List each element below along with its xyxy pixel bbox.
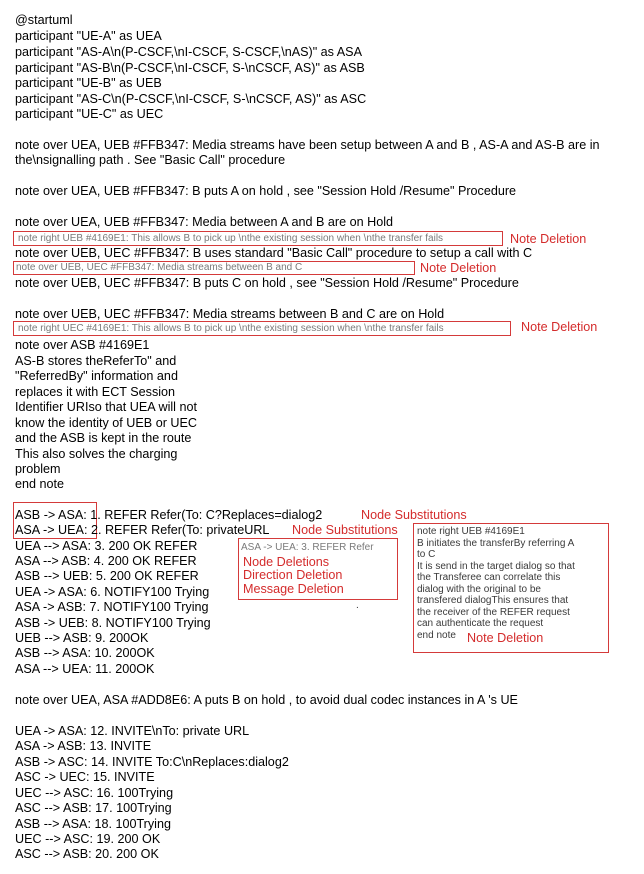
message-prefix: ASA -> UEA: <box>15 523 88 537</box>
node-deletions-label: Node Deletions <box>243 555 330 569</box>
right-note-line: can authenticate the request <box>417 618 544 629</box>
right-note-line: to C <box>417 549 436 560</box>
message-line: ASB --> UEB: 5. 200 OK REFER <box>15 569 199 583</box>
message-line: ASA --> UEA: 11. 200OK <box>15 662 155 676</box>
right-note-line: end note <box>417 629 456 641</box>
node-substitutions-label: Node Substitutions <box>292 523 398 537</box>
asb-note-line: "ReferredBy" information and <box>15 369 178 383</box>
message-line: UEA -> ASA: 12. INVITE\nTo: private URL <box>15 724 250 738</box>
message-line: ASC --> ASB: 20. 200 OK <box>15 847 159 861</box>
right-note-line: note right UEB #4169E1 <box>417 526 525 537</box>
note-deletion-label: Note Deletion <box>467 631 544 645</box>
message-line: ASB --> ASA: 18. 100Trying <box>15 817 171 831</box>
header-line: participant "UE-B" as UEB <box>15 76 162 90</box>
asb-note-line: AS-B stores theReferTo" and <box>15 354 177 368</box>
node-substitutions-label: Node Substitutions <box>361 508 467 522</box>
message-line: ASB --> ASA: 10. 200OK <box>15 646 155 660</box>
asb-note-line: end note <box>15 477 65 491</box>
note-line: note over UEA, UEB #FFB347: B puts A on hold , see "Session Hold /Resume" Procedure <box>15 184 517 198</box>
asb-note-line: know the identity of UEB or UEC <box>15 416 197 430</box>
message-line: ASA -> ASB: 13. INVITE <box>15 739 152 753</box>
note-line: the\nsignalling path . See "Basic Call" procedure <box>15 153 286 167</box>
deleted-note-text: note right UEC #4169E1: This allows B to pick up \nthe existing session when \nthe transfer fails <box>18 323 444 334</box>
right-note-line: dialog with the original to be <box>417 583 541 595</box>
asb-note-line: and the ASB is kept in the route <box>15 431 192 445</box>
note-line: note over UEB, UEC #FFB347: B uses standard "Basic Call" procedure to setup a call with C <box>15 246 533 260</box>
note-deletion-label: Note Deletion <box>521 320 598 334</box>
right-note <box>417 526 605 641</box>
message-line <box>15 523 269 538</box>
direction-deletion-label: Direction Deletion <box>243 568 343 582</box>
right-note-line: B initiates the transferBy referring A <box>417 537 575 549</box>
note-deletion-label: Note Deletion <box>420 261 497 275</box>
message-line: ASA --> ASB: 4. 200 OK REFER <box>15 554 197 568</box>
message-line: UEA --> ASA: 3. 200 OK REFER <box>15 539 198 553</box>
deleted-note-text: note right UEB #4169E1: This allows B to pick up \nthe existing session when \nthe transfer fails <box>18 233 444 244</box>
message-text: 2. REFER Refer(To: privateURL <box>87 523 270 537</box>
header-line: @startuml <box>15 13 73 27</box>
message-line: ASC -> UEC: 15. INVITE <box>15 770 155 784</box>
header-line: participant "AS-C\n(P-CSCF,\nI-CSCF, S-\nCSCF, AS)" as ASC <box>15 92 367 106</box>
message-prefix: ASB -> ASA: <box>15 508 87 522</box>
header-line: participant "AS-B\n(P-CSCF,\nI-CSCF, S-\nCSCF, AS)" as ASB <box>15 61 365 75</box>
note-line: note over UEB, UEC #FFB347: B puts C on hold , see "Session Hold /Resume" Procedure <box>15 276 519 290</box>
header-line: participant "AS-A\n(P-CSCF,\nI-CSCF, S-CSCF,\nAS)" as ASA <box>15 45 362 59</box>
message-line: UEB --> ASB: 9. 200OK <box>15 631 149 645</box>
right-note-line: It is send in the target dialog so that <box>417 560 575 572</box>
asb-note-line: problem <box>15 462 61 476</box>
deleted-note-text: note over UEB, UEC #FFB347: Media streams between B and C <box>16 262 303 273</box>
message-line: UEC --> ASC: 16. 100Trying <box>15 786 174 800</box>
note-line: note over UEA, UEB #FFB347: Media between A and B are on Hold <box>15 215 394 229</box>
message-line: ASB -> ASC: 14. INVITE To:C\nReplaces:dialog2 <box>15 755 289 769</box>
message-line: ASA -> ASB: 7. NOTIFY100 Trying <box>15 600 209 614</box>
right-note-line: the Transferee can correlate this <box>417 572 561 583</box>
message-line: UEC --> ASC: 19. 200 OK <box>15 832 161 846</box>
header-line: participant "UE-A" as UEA <box>15 29 162 43</box>
message-line: UEA -> ASA: 6. NOTIFY100 Trying <box>15 585 210 599</box>
note-line: note over UEA, ASA #ADD8E6: A puts B on hold , to avoid dual codec instances in A 's UE <box>15 693 518 707</box>
message-deletion-label: Message Deletion <box>243 582 344 596</box>
message-line: ASB -> UEB: 8. NOTIFY100 Trying <box>15 616 211 630</box>
note-deletion-label: Note Deletion <box>510 232 587 246</box>
asb-note-line: note over ASB #4169E1 <box>15 338 150 352</box>
note-line: note over UEA, UEB #FFB347: Media streams have been setup between A and B , AS-A and AS-B are in <box>15 138 600 152</box>
right-note-line: the receiver of the REFER request <box>417 606 570 618</box>
message-line: ASC --> ASB: 17. 100Trying <box>15 801 172 815</box>
asb-note-line: Identifier URIso that UEA will not <box>15 400 197 414</box>
header-line: participant "UE-C" as UEC <box>15 107 164 121</box>
asb-note-line: replaces it with ECT Session <box>15 385 176 399</box>
message-text: 1. REFER Refer(To: C?Replaces=dialog2 <box>86 508 323 522</box>
note-line: note over UEB, UEC #FFB347: Media streams between B and C are on Hold <box>15 307 445 321</box>
stray-dot: . <box>356 600 359 611</box>
asb-note-line: This also solves the charging <box>15 447 178 461</box>
right-note-line: transfered dialogThis ensures that <box>417 595 569 606</box>
message-line <box>15 508 322 523</box>
deleted-message-text: ASA -> UEA: 3. REFER Refer <box>241 542 374 553</box>
